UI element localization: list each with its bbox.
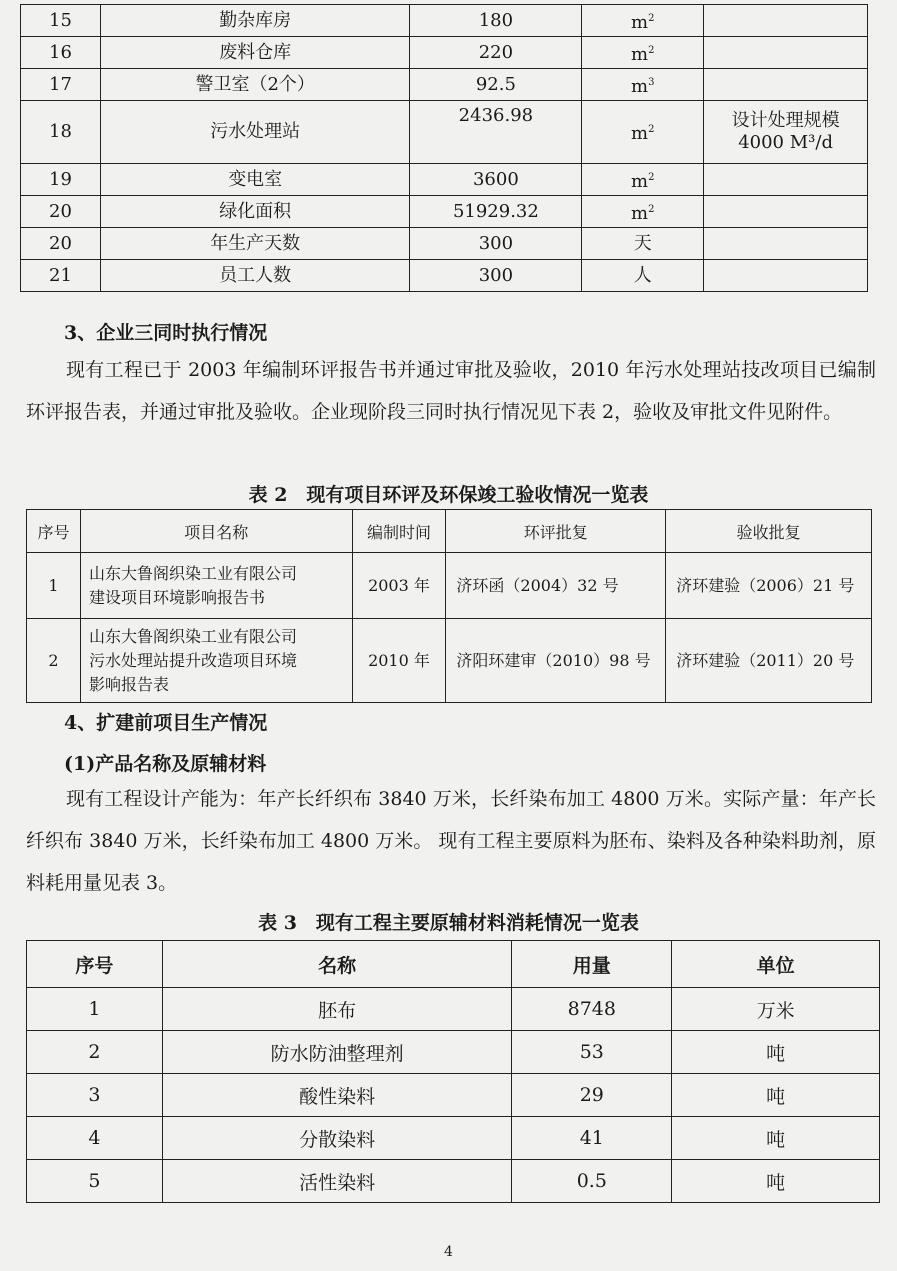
table-caption: 表 2 现有项目环评及环保竣工验收情况一览表 — [248, 484, 649, 506]
material-amount: 8748 — [512, 988, 672, 1031]
item-note — [704, 37, 868, 69]
unit-base: m — [631, 43, 649, 65]
item-note — [704, 228, 868, 260]
material-name: 防水防油整理剂 — [162, 1031, 512, 1074]
table-row — [27, 988, 880, 1031]
item-value: 2436.98 — [410, 101, 582, 164]
item-value: 300 — [410, 260, 582, 292]
project-name — [80, 619, 352, 703]
project-name-line: 建设项目环境影响报告书 — [88, 587, 265, 607]
row-number: 18 — [21, 101, 101, 164]
material-amount: 0.5 — [512, 1160, 672, 1203]
column-header: 单位 — [672, 941, 880, 988]
project-name-line: 影响报告表 — [88, 674, 169, 694]
table-row — [27, 619, 872, 703]
acceptance-approval: 济环建验（2006）21 号 — [666, 553, 872, 619]
item-value: 220 — [410, 37, 582, 69]
item-note — [704, 196, 868, 228]
row-number: 15 — [21, 5, 101, 37]
table-row — [21, 5, 868, 37]
materials-table — [26, 940, 880, 1203]
material-name: 酸性染料 — [162, 1074, 512, 1117]
item-unit — [582, 37, 704, 69]
item-name: 年生产天数 — [100, 228, 410, 260]
item-value: 180 — [410, 5, 582, 37]
eia-approval: 济阳环建审（2010）98 号 — [446, 619, 666, 703]
unit-base: m — [631, 202, 649, 224]
item-value: 300 — [410, 228, 582, 260]
row-number: 4 — [27, 1117, 163, 1160]
item-unit: 人 — [582, 260, 704, 292]
table-row — [21, 69, 868, 101]
item-note — [704, 260, 868, 292]
facility-table — [20, 4, 868, 292]
row-number: 1 — [27, 553, 81, 619]
row-number: 20 — [21, 196, 101, 228]
row-number: 19 — [21, 164, 101, 196]
item-name: 绿化面积 — [100, 196, 410, 228]
column-header: 验收批复 — [666, 510, 872, 553]
row-number: 2 — [27, 1031, 163, 1074]
item-unit: 天 — [582, 228, 704, 260]
column-header: 名称 — [162, 941, 512, 988]
eia-approval: 济环函（2004）32 号 — [446, 553, 666, 619]
material-unit: 吨 — [672, 1117, 880, 1160]
prepared-time: 2010 年 — [352, 619, 446, 703]
unit-exponent: 2 — [648, 12, 655, 24]
item-name: 废料仓库 — [100, 37, 410, 69]
row-number: 3 — [27, 1074, 163, 1117]
note-line: 4000 M³/d — [738, 132, 833, 153]
table-row — [27, 1031, 880, 1074]
item-value: 51929.32 — [410, 196, 582, 228]
unit-base: m — [631, 123, 649, 144]
material-name: 活性染料 — [162, 1160, 512, 1203]
item-note — [704, 5, 868, 37]
table-row — [27, 1074, 880, 1117]
body-paragraph: 现有工程已于 2003 年编制环评报告书并通过审批及验收，2010 年污水处理站技改项目已编制环评报告表，并通过审批及验收。企业现阶段三同时执行情况见下表 2，验收及审批文件见附件。 — [26, 359, 876, 423]
item-unit — [582, 164, 704, 196]
item-note — [704, 101, 868, 164]
unit-exponent: 2 — [648, 44, 655, 56]
item-unit — [582, 5, 704, 37]
material-name: 胚布 — [162, 988, 512, 1031]
table-header-row — [27, 510, 872, 553]
table-row — [27, 1160, 880, 1203]
table-row — [27, 553, 872, 619]
table-caption: 表 3 现有工程主要原辅材料消耗情况一览表 — [258, 912, 639, 934]
table-row — [21, 196, 868, 228]
note-line: 设计处理规模 — [731, 110, 840, 131]
column-header: 环评批复 — [446, 510, 666, 553]
material-amount: 53 — [512, 1031, 672, 1074]
unit-base: m — [631, 11, 649, 33]
item-value: 3600 — [410, 164, 582, 196]
column-header: 用量 — [512, 941, 672, 988]
project-name — [80, 553, 352, 619]
item-unit — [582, 196, 704, 228]
column-header: 项目名称 — [80, 510, 352, 553]
item-name: 警卫室（2个） — [100, 69, 410, 101]
unit-exponent: 2 — [648, 124, 655, 135]
column-header: 序号 — [27, 941, 163, 988]
item-unit — [582, 69, 704, 101]
unit-base: m — [631, 170, 649, 192]
table-row — [27, 1117, 880, 1160]
body-paragraph: 现有工程设计产能为：年产长纤织布 3840 万米，长纤染布加工 4800 万米。实际产量：年产长纤织布 3840 万米，长纤染布加工 4800 万米。 现有工程主要原料为胚布、染料及各种染料助剂，原料耗用量见表 3。 — [26, 788, 876, 894]
row-number: 17 — [21, 69, 101, 101]
page-number: 4 — [444, 1244, 453, 1260]
item-unit — [582, 101, 704, 164]
prepared-time: 2003 年 — [352, 553, 446, 619]
section-heading: 4、扩建前项目生产情况 — [64, 712, 268, 734]
table-row — [21, 260, 868, 292]
unit-base: m — [631, 75, 649, 97]
item-name: 勤杂库房 — [100, 5, 410, 37]
table-row — [21, 164, 868, 196]
eia-acceptance-table — [26, 509, 872, 703]
material-name: 分散染料 — [162, 1117, 512, 1160]
project-name-line: 山东大鲁阁织染工业有限公司 — [88, 563, 297, 583]
row-number: 1 — [27, 988, 163, 1031]
column-header: 编制时间 — [352, 510, 446, 553]
item-name: 员工人数 — [100, 260, 410, 292]
unit-exponent: 2 — [648, 171, 655, 183]
table-row — [21, 228, 868, 260]
material-amount: 41 — [512, 1117, 672, 1160]
project-name-line: 污水处理站提升改造项目环境 — [88, 650, 297, 670]
column-header: 序号 — [27, 510, 81, 553]
material-unit: 吨 — [672, 1031, 880, 1074]
row-number: 16 — [21, 37, 101, 69]
unit-exponent: 2 — [648, 203, 655, 215]
item-name: 变电室 — [100, 164, 410, 196]
material-unit: 吨 — [672, 1160, 880, 1203]
project-name-line: 山东大鲁阁织染工业有限公司 — [88, 626, 297, 646]
row-number: 2 — [27, 619, 81, 703]
item-note — [704, 69, 868, 101]
material-unit: 万米 — [672, 988, 880, 1031]
item-value: 92.5 — [410, 69, 582, 101]
material-unit: 吨 — [672, 1074, 880, 1117]
row-number: 21 — [21, 260, 101, 292]
acceptance-approval: 济环建验（2011）20 号 — [666, 619, 872, 703]
table-row — [21, 101, 868, 164]
item-note — [704, 164, 868, 196]
material-amount: 29 — [512, 1074, 672, 1117]
unit-exponent: 3 — [648, 76, 655, 88]
section-heading: 3、企业三同时执行情况 — [64, 322, 268, 344]
item-name: 污水处理站 — [100, 101, 410, 164]
subsection-heading: (1)产品名称及原辅材料 — [64, 753, 267, 775]
row-number: 20 — [21, 228, 101, 260]
table-header-row — [27, 941, 880, 988]
table-row — [21, 37, 868, 69]
row-number: 5 — [27, 1160, 163, 1203]
